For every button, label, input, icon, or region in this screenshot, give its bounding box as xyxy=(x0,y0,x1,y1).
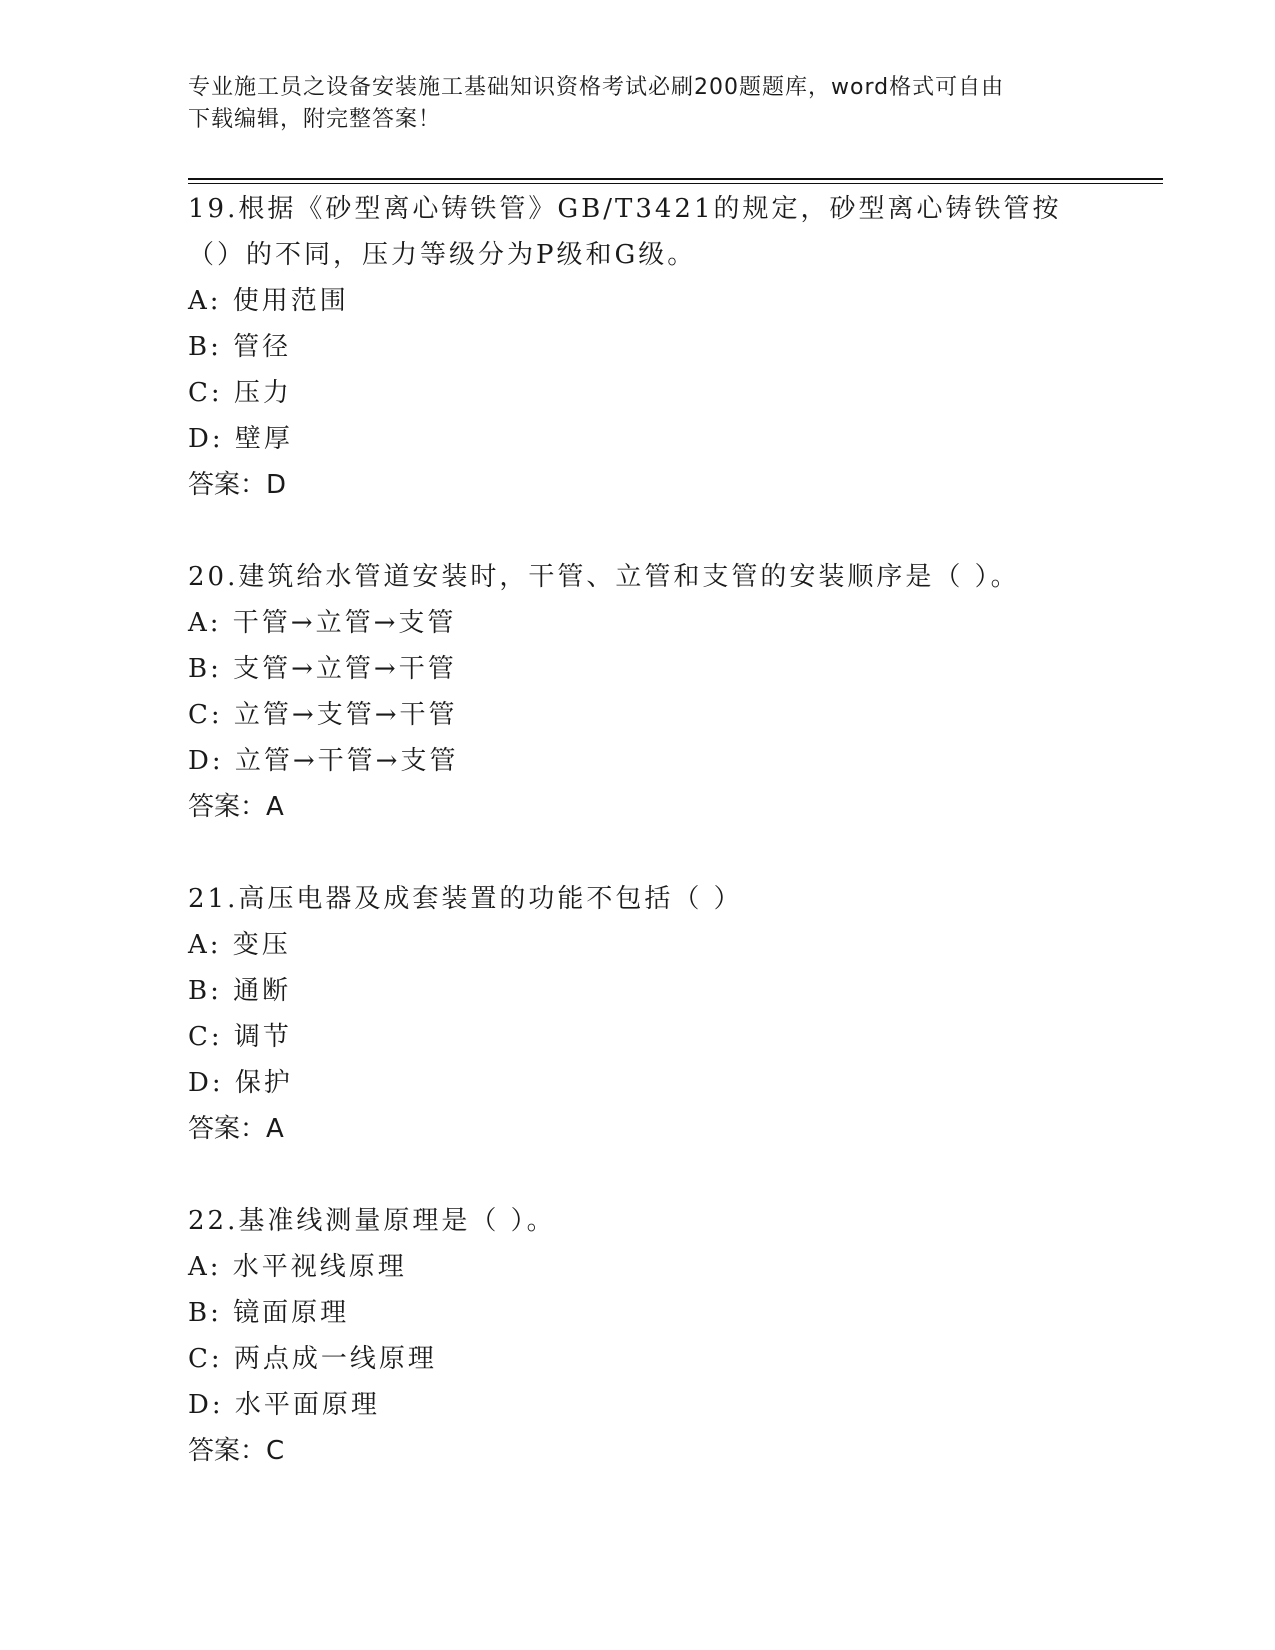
option-a: A: 变压 xyxy=(188,930,291,960)
option-d: D: 壁厚 xyxy=(188,424,293,454)
answer-line: 答案：C xyxy=(188,1436,285,1466)
option-a: A: 干管→立管→支管 xyxy=(188,608,457,638)
document-header xyxy=(188,72,1078,136)
question-stem: 20.建筑给水管道安装时，干管、立管和支管的安装顺序是（ ）。 xyxy=(188,562,1020,592)
header-divider-thin xyxy=(188,183,1163,184)
option-a: A: 使用范围 xyxy=(188,286,349,316)
question-list xyxy=(188,186,1068,1520)
option-c: C: 两点成一线原理 xyxy=(188,1344,437,1374)
option-b: B: 支管→立管→干管 xyxy=(188,654,457,684)
option-d: D: 立管→干管→支管 xyxy=(188,746,459,776)
question-stem: 21.高压电器及成套装置的功能不包括（ ） xyxy=(188,884,743,914)
header-divider-thick xyxy=(188,178,1163,180)
option-c: C: 压力 xyxy=(188,378,292,408)
question-20 xyxy=(188,554,1068,830)
question-19 xyxy=(188,186,1068,508)
option-d: D: 水平面原理 xyxy=(188,1390,380,1420)
header-line-2: 下载编辑，附完整答案！ xyxy=(188,107,442,132)
option-c: C: 调节 xyxy=(188,1022,292,1052)
answer-line: 答案：D xyxy=(188,470,287,500)
question-stem: 22.基准线测量原理是（ ）。 xyxy=(188,1206,556,1236)
answer-line: 答案：A xyxy=(188,792,284,822)
question-21 xyxy=(188,876,1068,1152)
header-line-1: 专业施工员之设备安装施工基础知识资格考试必刷200题题库，word格式可自由 xyxy=(188,75,1005,100)
question-22 xyxy=(188,1198,1068,1474)
option-d: D: 保护 xyxy=(188,1068,293,1098)
option-c: C: 立管→支管→干管 xyxy=(188,700,458,730)
answer-line: 答案：A xyxy=(188,1114,284,1144)
option-b: B: 通断 xyxy=(188,976,292,1006)
option-b: B: 镜面原理 xyxy=(188,1298,350,1328)
option-a: A: 水平视线原理 xyxy=(188,1252,407,1282)
option-b: B: 管径 xyxy=(188,332,292,362)
question-stem: 19.根据《砂型离心铸铁管》GB/T3421的规定，砂型离心铸铁管按（）的不同，压力等级分为P级和G级。 xyxy=(188,194,1062,270)
